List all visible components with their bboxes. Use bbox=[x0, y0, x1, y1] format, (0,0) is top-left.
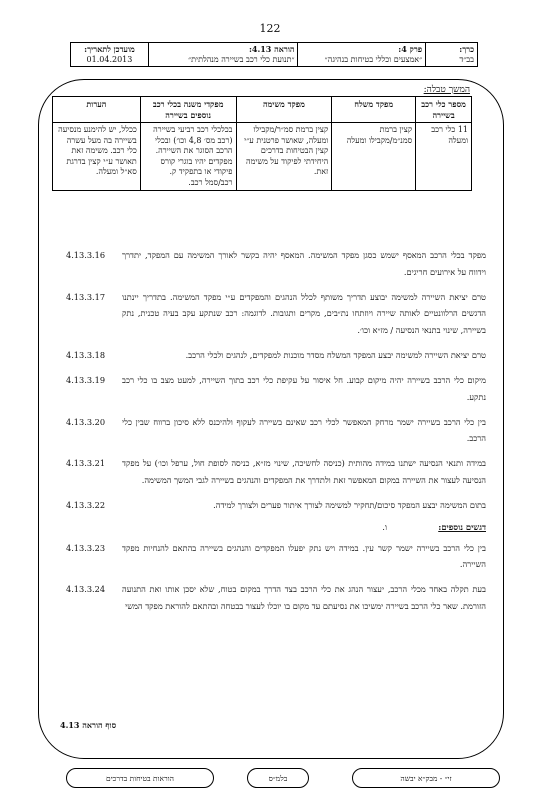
paragraph-text: טרם יציאת השיירה למשימה יבצע המפקד המשלח מסדר מוכנות למפקדים, לנהגים ולכלי הרכב. bbox=[185, 350, 486, 361]
document-header bbox=[70, 42, 478, 67]
table-header-cell: מפקד משלח bbox=[332, 97, 416, 123]
table-row bbox=[53, 123, 472, 191]
paragraph bbox=[66, 247, 486, 281]
paragraph-text: בין כלי הרכב בשיירה ישמר מרחק המאפשר לכלי רכב שאינם בשיירה לעקוף ולהיכנס ללא סיכון ברווח שבין כלי הרכב. bbox=[122, 416, 486, 444]
table-cell: קצין ברמת סמ״ר/מקבילו ומעלה, שאושר פרטנית ע״י קצין הבטיחות בדרכים היחידתי לפיקוד על משימה זאת. bbox=[236, 123, 332, 191]
header-chapter-value: בב״ד bbox=[459, 54, 474, 64]
paragraph-number: 4.13.3.19 bbox=[66, 374, 106, 385]
page-number: 122 bbox=[259, 22, 281, 35]
header-order-cell bbox=[148, 43, 298, 67]
paragraph bbox=[66, 455, 486, 489]
paragraph-text: מפקד בכלי הרכב המאסף ישמש כסגן מפקד המשימה. המאסף יהיה בקשר לאורך המשימה עם המפקד, יתדרך וידווח על אירועים חריגים. bbox=[122, 250, 486, 277]
paragraph-number: 4.13.3.24 bbox=[66, 584, 106, 595]
table-header-cell: הערות bbox=[53, 97, 141, 123]
footer-document-title: הוראות בטיחות בדרכים bbox=[66, 768, 214, 788]
paragraph bbox=[66, 497, 486, 514]
section-heading bbox=[66, 522, 486, 532]
paragraph-number: 4.13.3.17 bbox=[66, 291, 106, 302]
paragraph bbox=[66, 289, 486, 339]
paragraph-number: 4.13.3.22 bbox=[66, 499, 106, 510]
paragraph-text: בין כלי הרכב בשיירה ישמר קשר עין. במידה ויש נתק יפעלו המפקדים והנהגים בשיירה בהתאם להנחיות מפקד השיירה. bbox=[122, 542, 486, 570]
header-chapter-label: כרך: bbox=[459, 44, 474, 54]
table-header-cell: מפקד משימה bbox=[236, 97, 332, 123]
paragraph-text: בתום המשימה יבצע המפקד סיכום/תחקיר למשימה לצורך איתור פערים ולצורך למידה. bbox=[213, 499, 486, 510]
table-cell: 11 כלי רכב ומעלה bbox=[416, 123, 472, 191]
table-continued-label: המשך טבלה: bbox=[423, 85, 470, 95]
paragraph-number: 4.13.3.23 bbox=[66, 542, 106, 553]
paragraph-number: 4.13.3.16 bbox=[66, 250, 106, 260]
table-header-cell: מפקדי משנה בכלי רכב נוספים בשיירה bbox=[140, 97, 236, 123]
paragraph-number: 4.13.3.20 bbox=[66, 416, 106, 427]
paragraphs bbox=[66, 247, 486, 623]
paragraph-number: 4.13.3.18 bbox=[66, 350, 106, 361]
convoy-table bbox=[52, 96, 472, 191]
paragraph-number: 4.13.3.21 bbox=[66, 458, 106, 469]
table-cell: ככלל, יש להימנע מנסיעה בשיירה בה מעל עשרה כלי רכב. משימה זאת תאושר ע״י קצין בדרגת סא״ל ומעלה. bbox=[53, 123, 141, 191]
header-part-label: פרק 4: bbox=[398, 44, 423, 54]
paragraph bbox=[66, 372, 486, 406]
end-of-order-note: סוף הוראה 4.13 bbox=[60, 720, 117, 730]
paragraph-text: טרם יציאת השיירה למשימה יבוצע תדריך משותף לכלל הנהגים והמפקדים ע״י מפקד המשימה. בתדריך יינתנו הדגשים הרלוונטיים לאותה שיירה ויוזתחו נת״בים, מקרים ותגובות. לדוגמה: רכב שנתקע עקב בעיה טכנית, נתק בשיירה, שינוי בתנאי הנסיעה / מז״א וכו׳. bbox=[122, 291, 486, 336]
table-header-row bbox=[53, 97, 472, 123]
footer-classification: בלמ״ס bbox=[247, 768, 309, 788]
paragraph bbox=[66, 540, 486, 574]
table-header-cell: מספר כלי רכב בשיירה bbox=[416, 97, 472, 123]
footer-owner: זי״ - מבק״א יבשה bbox=[352, 768, 500, 788]
table-cell: קצין ברמת סמנ״מ/מקבילו ומעלה bbox=[332, 123, 416, 191]
header-update-value: 01.04.2013 bbox=[86, 54, 133, 64]
paragraph-text: במידה ותנאי הנסיעה ישתנו במידה מהותית (כניסה לחשיכה, שינוי מז״א, כניסה לסופת חול, ערפל וכו׳) על מפקד הנסיעה לעצור את השיירה במקום המאפשר זאת ולתדרך את המפקדים והנהגים בשיירה לגבי המשך המשימה. bbox=[122, 458, 486, 485]
paragraph bbox=[66, 581, 486, 615]
section-letter: ו. bbox=[382, 521, 388, 532]
header-chapter-cell bbox=[426, 43, 478, 67]
header-update-cell bbox=[71, 43, 149, 67]
header-part-cell bbox=[298, 43, 426, 67]
header-order-value: ״תנועת כלי רכב בשיירה מנהלתית״ bbox=[188, 54, 295, 64]
paragraph-text: מיקום כלי הרכב בשיירה יהיה מיקום קבוע. חל איסור על עקיפת כלי רכב בתוך השיירה, למעט מצב בו כלי רכב נתקע. bbox=[122, 374, 486, 402]
paragraph bbox=[66, 347, 486, 364]
header-part-value: ״אמצעים וכללי בטיחות בנהיגה״ bbox=[324, 54, 423, 64]
paragraph-text: בעת תקלה באחד מכלי הרכב, יעצור הנהג את כלי הרכב בצד הדרך במקום בטוח, שלא יסכן אותו ואת התנועה הזורמת. שאר כלי הרכב בשיירה ימשיכו את נסיעתם עד מקום בו יוכלו לעצור בבטחה ובהתאם להוראת מפקד המשי bbox=[122, 584, 486, 611]
paragraph bbox=[66, 414, 486, 448]
header-update-label: מועדכן לתאריך: bbox=[84, 44, 135, 54]
page-footer bbox=[40, 768, 500, 790]
table-cell: בכלכלי רכב רביעי בשיירה (רכב מס׳ 4,8 וכו׳) ובכלי הרכב הסוגר את השיירה. מפקדים יהיו בוגרי קורס פיקודי או בתפקיד ק. רכב/סמל רכב. bbox=[140, 123, 236, 191]
section-title: דגשים נוספים: bbox=[438, 521, 486, 532]
header-order-label: הוראה 4.13: bbox=[248, 44, 295, 54]
